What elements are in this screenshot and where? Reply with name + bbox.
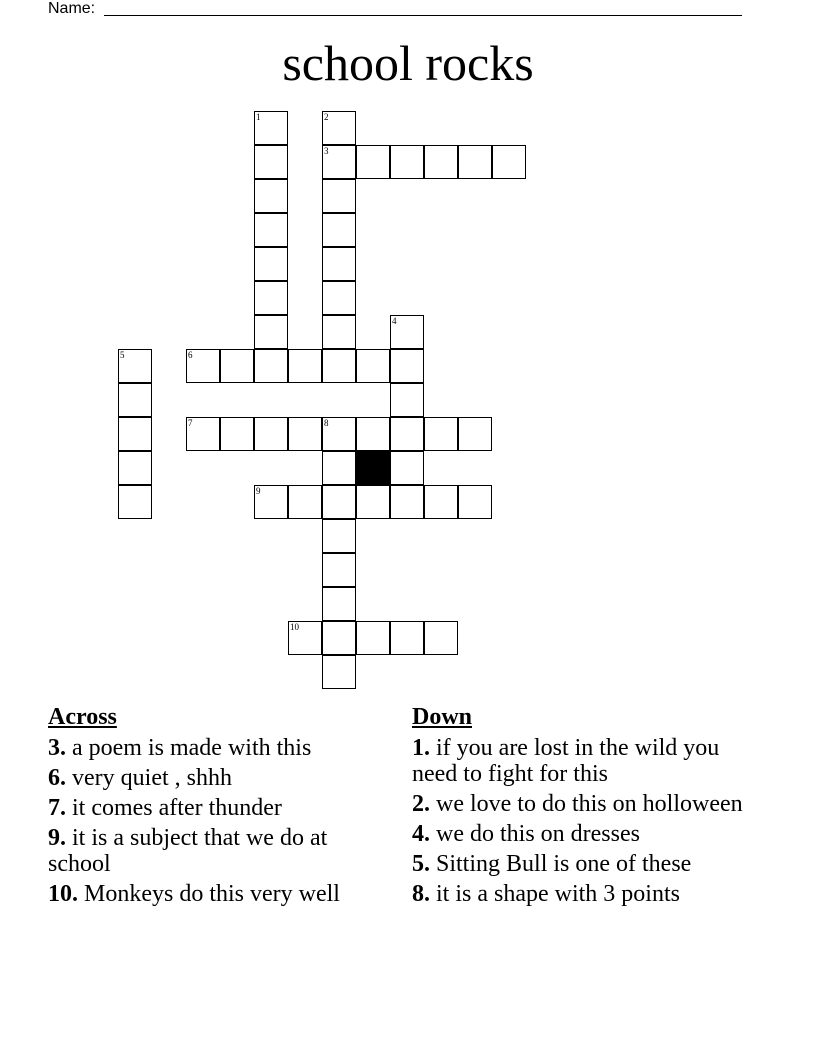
grid-cell[interactable] [322,451,356,485]
clue-number: 1. [412,735,430,761]
grid-cell[interactable] [390,621,424,655]
grid-cell[interactable] [118,417,152,451]
grid-cell[interactable] [254,111,288,145]
grid-cell[interactable] [390,417,424,451]
grid-cell[interactable] [322,349,356,383]
grid-cell[interactable] [356,621,390,655]
grid-cell[interactable] [322,553,356,587]
grid-cell[interactable] [390,145,424,179]
clue-number: 9. [48,825,66,851]
grid-cell[interactable] [322,179,356,213]
grid-cell[interactable] [390,349,424,383]
grid-cell[interactable] [390,315,424,349]
grid-cell[interactable] [390,485,424,519]
grid-cell[interactable] [254,349,288,383]
across-clue [48,735,393,761]
grid-cell[interactable] [220,349,254,383]
grid-cell[interactable] [186,349,220,383]
clue-text: Sitting Bull is one of these [436,851,692,877]
grid-cell[interactable] [288,349,322,383]
grid-cell[interactable] [254,247,288,281]
grid-cell[interactable] [322,519,356,553]
down-heading: Down [412,704,473,730]
across-clues [48,703,393,911]
clue-text: it is a shape with 3 points [436,881,680,907]
grid-cell[interactable] [254,485,288,519]
down-clue [412,791,757,817]
clue-text: if you are lost in the wild you need to fight for this [412,735,720,787]
grid-cell[interactable] [186,417,220,451]
grid-cell[interactable] [322,145,356,179]
grid-cell[interactable] [118,485,152,519]
clue-number: 3. [48,735,66,761]
across-clue [48,795,393,821]
grid-cell[interactable] [424,417,458,451]
grid-cell[interactable] [322,111,356,145]
grid-cell[interactable] [356,145,390,179]
grid-cell[interactable] [288,417,322,451]
grid-cell[interactable] [390,451,424,485]
across-clue [48,825,393,877]
grid-cell[interactable] [322,485,356,519]
cell-number: 4 [392,316,397,326]
grid-cell[interactable] [322,621,356,655]
cell-number: 3 [324,146,329,156]
clue-number: 6. [48,765,66,791]
grid-cell[interactable] [254,179,288,213]
clue-text: it comes after thunder [72,795,282,821]
clue-text: it is a subject that we do at school [48,825,328,877]
cell-number: 7 [188,418,193,428]
cell-number: 1 [256,112,261,122]
cell-number: 8 [324,418,329,428]
across-clue [48,765,393,791]
cell-number: 2 [324,112,329,122]
grid-cell[interactable] [118,349,152,383]
cell-number: 10 [290,622,299,632]
grid-cell[interactable] [322,213,356,247]
grid-cell[interactable] [458,417,492,451]
cell-number: 6 [188,350,193,360]
clue-text: we do this on dresses [436,821,640,847]
grid-cell[interactable] [288,621,322,655]
cell-number: 9 [256,486,261,496]
grid-cell[interactable] [254,281,288,315]
across-clue [48,881,393,907]
grid-cell[interactable] [288,485,322,519]
clue-number: 7. [48,795,66,821]
cell-number: 5 [120,350,125,360]
grid-cell[interactable] [458,145,492,179]
down-clue [412,851,757,877]
grid-cell[interactable] [254,213,288,247]
grid-cell[interactable] [118,451,152,485]
grid-cell[interactable] [424,485,458,519]
grid-cell[interactable] [254,417,288,451]
name-line[interactable] [104,15,742,16]
grid-cell[interactable] [322,417,356,451]
clue-number: 4. [412,821,430,847]
grid-cell[interactable] [254,315,288,349]
grid-cell[interactable] [322,315,356,349]
clue-number: 8. [412,881,430,907]
down-clue [412,881,757,907]
grid-cell[interactable] [254,145,288,179]
clue-number: 5. [412,851,430,877]
clue-text: Monkeys do this very well [84,881,340,907]
grid-cell[interactable] [390,383,424,417]
down-clue [412,821,757,847]
clue-text: we love to do this on holloween [436,791,743,817]
grid-cell[interactable] [322,655,356,689]
down-clue [412,735,757,787]
grid-cell[interactable] [356,485,390,519]
grid-cell[interactable] [322,281,356,315]
black-square [356,451,390,485]
grid-cell[interactable] [356,417,390,451]
clue-text: a poem is made with this [72,735,312,761]
grid-cell[interactable] [220,417,254,451]
grid-cell[interactable] [458,485,492,519]
grid-cell[interactable] [322,587,356,621]
grid-cell[interactable] [322,247,356,281]
down-clues [412,703,757,911]
clue-number: 2. [412,791,430,817]
clue-number: 10. [48,881,78,907]
name-label: Name: [48,0,96,17]
grid-cell[interactable] [118,383,152,417]
grid-cell[interactable] [424,145,458,179]
puzzle-title: school rocks [282,35,534,91]
across-heading: Across [48,704,117,730]
clue-text: very quiet , shhh [72,765,232,791]
grid-cell[interactable] [356,349,390,383]
grid-cell[interactable] [492,145,526,179]
grid-cell[interactable] [424,621,458,655]
